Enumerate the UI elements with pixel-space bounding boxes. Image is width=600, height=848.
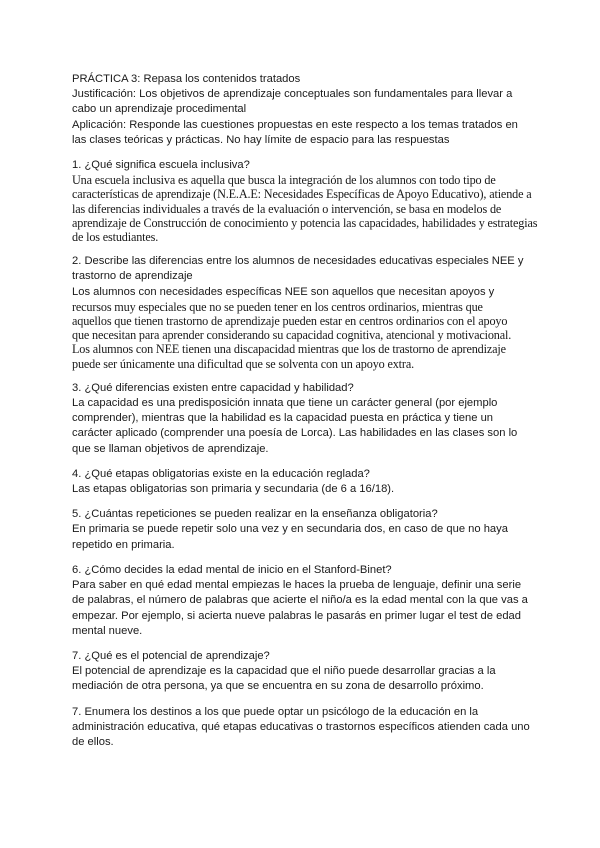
answer-line: mental nueve.: [72, 624, 143, 637]
question-block-6: [72, 563, 528, 639]
answer-line: mediación de otra persona, ya que se encuentra en su zona de desarrollo próximo.: [72, 680, 484, 693]
answer-line: Una escuela inclusiva es aquella que busca la integración de los alumnos con todo tipo de: [72, 173, 496, 188]
answer-line: de palabras, el número de palabras que acierte el niño/a es la edad mental con la que vas a: [72, 594, 528, 607]
question-block-5: [72, 507, 528, 553]
answer-line: que se llaman objetivos de aprendizaje.: [72, 442, 269, 455]
application-line-1: Aplicación: Responde las cuestiones propuestas en este respecto a los temas tratados en: [72, 118, 518, 131]
answer-line: puede ser únicamente una dificultad que se solventa con un apoyo extra.: [72, 356, 414, 371]
answer-line: empezar. Por ejemplo, si acierta nueve palabras le pasarás en primer lugar el test de edad: [72, 609, 521, 622]
answer-line: que necesitan para aprender considerando su capacidad cognitiva, atencional y motivacional.: [72, 328, 512, 343]
answer-intro-line: Los alumnos con necesidades específicas NEE son aquellos que necesitan apoyos y: [72, 285, 495, 298]
question-block-4: [72, 467, 528, 497]
answer-line: aprendizaje de Construcción de conocimiento y potencia las capacidades, habilidades y estrategias: [72, 215, 538, 230]
answer-line: comprender), mientras que la habilidad es la capacidad puesta en práctica y tiene un: [72, 412, 494, 425]
justification-line-1: Justificación: Los objetivos de aprendizaje conceptuales son fundamentales para llevar a: [72, 88, 513, 101]
question-text: 2. Describe las diferencias entre los alumnos de necesidades educativas especiales NEE y: [72, 255, 524, 268]
question-text: 7. ¿Qué es el potencial de aprendizaje?: [72, 649, 270, 662]
answer-line: carácter aplicado (comprender una poesía de Lorca). Las habilidades en las clases son lo: [72, 427, 518, 440]
application-line-2: las clases teóricas y prácticas. No hay límite de espacio para las respuestas: [72, 133, 450, 146]
question-text: 3. ¿Qué diferencias existen entre capacidad y habilidad?: [72, 381, 354, 394]
question-block-3: [72, 381, 528, 457]
answer-line: La capacidad es una predisposición innata que tiene un carácter general (por ejemplo: [72, 397, 498, 410]
answer-line: Las etapas obligatorias son primaria y secundaria (de 6 a 16/18).: [72, 483, 395, 496]
answer-line: En primaria se puede repetir solo una vez y en secundaria dos, en caso de que no haya: [72, 523, 508, 536]
answer-line: características de aprendizaje (N.E.A.E: Necesidades Específicas de Apoyo Educativo), atiende a: [72, 187, 532, 202]
question-text: de ellos.: [72, 735, 114, 748]
answer-line: Los alumnos con NEE tienen una discapacidad mientras que los de trastorno de aprendizaje: [72, 342, 506, 357]
question-block-8: [72, 705, 528, 751]
answer-line: Para saber en qué edad mental empiezas le haces la prueba de lenguaje, definir una serie: [72, 579, 522, 592]
question-text: 4. ¿Qué etapas obligatorias existe en la educación reglada?: [72, 467, 370, 480]
question-text: 7. Enumera los destinos a los que puede optar un psicólogo de la educación en la: [72, 705, 479, 718]
question-text: trastorno de aprendizaje: [72, 270, 193, 283]
document-page: [72, 72, 538, 750]
header: [72, 72, 528, 148]
question-text: 1. ¿Qué significa escuela inclusiva?: [72, 159, 250, 172]
answer-line: recursos muy especiales que no se pueden tener en los centros ordinarios, mientras que: [72, 299, 483, 314]
answer-line: aquellos que tienen trastorno de aprendizaje pueden estar en centros ordinarios con el apoyo: [72, 314, 508, 329]
question-block-1: [72, 158, 538, 245]
answer-line: repetido en primaria.: [72, 538, 175, 551]
question-text: 6. ¿Cómo decides la edad mental de inicio en el Stanford-Binet?: [72, 563, 392, 576]
answer-line: El potencial de aprendizaje es la capacidad que el niño puede desarrollar gracias a la: [72, 665, 496, 678]
answer-line: de los estudiantes.: [72, 230, 159, 245]
answer-line: las diferencias individuales a través de la evaluación o intervención, se basa en modelos de: [72, 201, 502, 216]
practice-title: PRÁCTICA 3: Repasa los contenidos tratados: [72, 73, 301, 85]
question-text: administración educativa, qué etapas educativas o trastornos específicos atienden cada uno: [72, 720, 530, 733]
question-block-2: [72, 254, 528, 371]
justification-line-2: cabo un aprendizaje procedimental: [72, 103, 247, 116]
question-block-7: [72, 649, 528, 695]
question-text: 5. ¿Cuántas repeticiones se pueden realizar en la enseñanza obligatoria?: [72, 508, 438, 521]
